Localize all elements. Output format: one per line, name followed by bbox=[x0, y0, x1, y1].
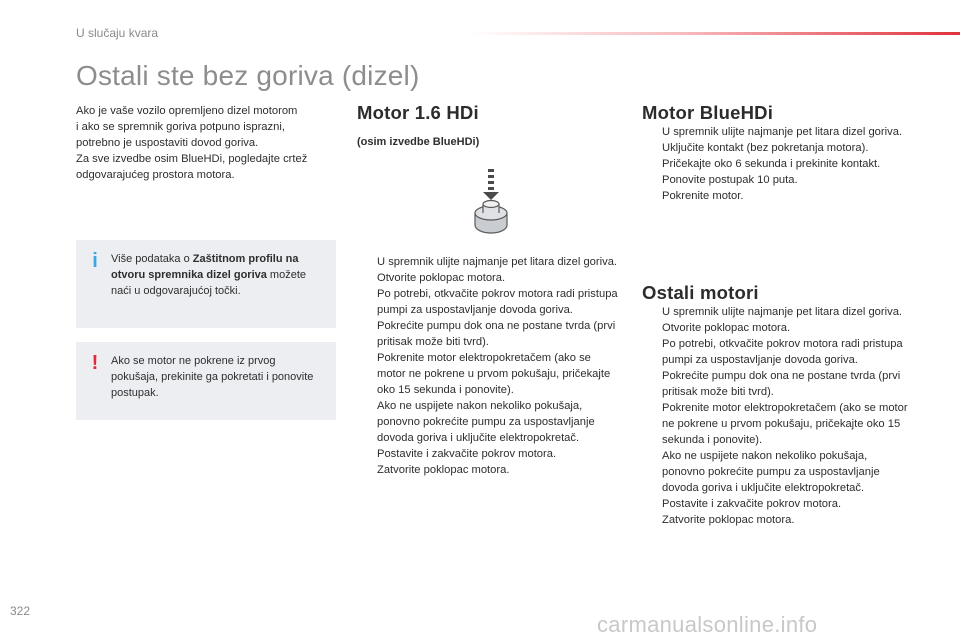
warning-icon: ! bbox=[91, 352, 99, 374]
step-text: U spremnik ulijte najmanje pet litara dizel goriva. bbox=[662, 126, 903, 138]
list-item bbox=[642, 368, 912, 400]
list-item bbox=[642, 156, 912, 172]
step-text: Pokrećite pumpu dok ona ne postane tvrda (prvi pritisak može biti tvrd). bbox=[662, 370, 901, 398]
motor-ostali-title: Ostali motori bbox=[642, 282, 759, 303]
list-item bbox=[642, 140, 912, 156]
motor-16-title: Motor 1.6 HDi bbox=[357, 102, 479, 123]
section-label: U slučaju kvara bbox=[76, 26, 159, 40]
info-note-text bbox=[111, 251, 323, 299]
warning-note-text: Ako se motor ne pokrene iz prvog pokušaja, prekinite ga pokretati i ponovite postupak. bbox=[111, 355, 314, 399]
list-item bbox=[357, 254, 619, 270]
step-text: Pokrenite motor elektropokretačem (ako se motor ne pokrene u prvom pokušaju, pričekajte oko 15 sekunda i ponovite). bbox=[662, 402, 908, 446]
step-text: Ako ne uspijete nakon nekoliko pokušaja, ponovno pokrećite pumpu za uspostavljanje dovoda goriva i uključite elektropokretač. bbox=[377, 400, 595, 444]
step-text: Otvorite poklopac motora. bbox=[662, 322, 791, 334]
list-item bbox=[642, 320, 912, 336]
warning-note bbox=[76, 342, 336, 420]
priming-pump-icon bbox=[471, 167, 511, 239]
list-item bbox=[357, 446, 619, 462]
step-text: Pokrenite motor elektropokretačem (ako se motor ne pokrene u prvom pokušaju, pričekajte oko 15 sekunda i ponovite). bbox=[377, 352, 611, 396]
step-text: Po potrebi, otkvačite pokrov motora radi pristupa pumpi za uspostavljanje dovoda goriva. bbox=[662, 338, 903, 366]
intro-line: i ako se spremnik goriva potpuno isprazni, bbox=[76, 121, 285, 133]
step-text: Uključite kontakt (bez pokretanja motora). bbox=[662, 142, 869, 154]
list-item bbox=[642, 124, 912, 140]
step-text: Pokrećite pumpu dok ona ne postane tvrda (prvi pritisak može biti tvrd). bbox=[377, 320, 616, 348]
step-text: U spremnik ulijte najmanje pet litara dizel goriva. bbox=[377, 256, 618, 268]
step-text: Zatvorite poklopac motora. bbox=[662, 514, 795, 526]
motor-16-steps bbox=[357, 254, 619, 478]
list-item bbox=[357, 350, 619, 398]
info-note-highlight: Zaštitnom profilu na otvoru spremnika dizel goriva bbox=[111, 253, 299, 281]
list-item bbox=[642, 172, 912, 188]
list-item bbox=[642, 336, 912, 368]
motor-bluehdi-title: Motor BlueHDi bbox=[642, 102, 774, 123]
step-text: Postavite i zakvačite pokrov motora. bbox=[662, 498, 842, 510]
step-text: Otvorite poklopac motora. bbox=[377, 272, 506, 284]
step-text: Pričekajte oko 6 sekunda i prekinite kontakt. bbox=[662, 158, 881, 170]
motor-bluehdi-section bbox=[642, 102, 912, 204]
motor-ostali-section bbox=[642, 282, 912, 528]
step-text: Ako ne uspijete nakon nekoliko pokušaja, ponovno pokrećite pumpu za uspostavljanje dovoda goriva i uključite elektropokretač. bbox=[662, 450, 880, 494]
header-divider bbox=[470, 32, 960, 35]
motor-16-section bbox=[357, 102, 619, 148]
list-item bbox=[642, 512, 912, 528]
motor-bluehdi-steps bbox=[642, 124, 912, 204]
step-text: Postavite i zakvačite pokrov motora. bbox=[377, 448, 557, 460]
list-item bbox=[642, 188, 912, 204]
intro-line: potrebno je uspostaviti dovod goriva. bbox=[76, 137, 259, 149]
step-text: Zatvorite poklopac motora. bbox=[377, 464, 510, 476]
info-icon: i bbox=[92, 250, 98, 272]
step-text: Po potrebi, otkvačite pokrov motora radi pristupa pumpi za uspostavljanje dovoda goriva. bbox=[377, 288, 618, 316]
list-item bbox=[357, 286, 619, 318]
list-item bbox=[357, 398, 619, 446]
list-item bbox=[642, 448, 912, 496]
info-note-text-start: Više podataka o bbox=[111, 253, 193, 265]
intro-line: odgovarajućeg prostora motora. bbox=[76, 169, 235, 181]
list-item bbox=[642, 496, 912, 512]
intro-text bbox=[76, 103, 338, 183]
step-text: Ponovite postupak 10 puta. bbox=[662, 174, 798, 186]
intro-line: Ako je vaše vozilo opremljeno dizel motorom bbox=[76, 105, 298, 117]
info-note-text-end: možete naći u odgovarajućoj točki. bbox=[111, 269, 307, 297]
motor-16-subtitle: (osim izvedbe BlueHDi) bbox=[357, 136, 480, 148]
watermark: carmanualsonline.info bbox=[597, 612, 818, 637]
list-item bbox=[642, 304, 912, 320]
page-number: 322 bbox=[10, 604, 31, 618]
step-text: U spremnik ulijte najmanje pet litara dizel goriva. bbox=[662, 306, 903, 318]
list-item bbox=[357, 270, 619, 286]
info-note bbox=[76, 240, 336, 328]
page-title: Ostali ste bez goriva (dizel) bbox=[76, 60, 420, 91]
step-text: Pokrenite motor. bbox=[662, 190, 744, 202]
list-item bbox=[357, 318, 619, 350]
list-item bbox=[642, 400, 912, 448]
intro-line: Za sve izvedbe osim BlueHDi, pogledajte crtež bbox=[76, 153, 308, 165]
motor-ostali-steps bbox=[642, 304, 912, 528]
list-item bbox=[357, 462, 619, 478]
